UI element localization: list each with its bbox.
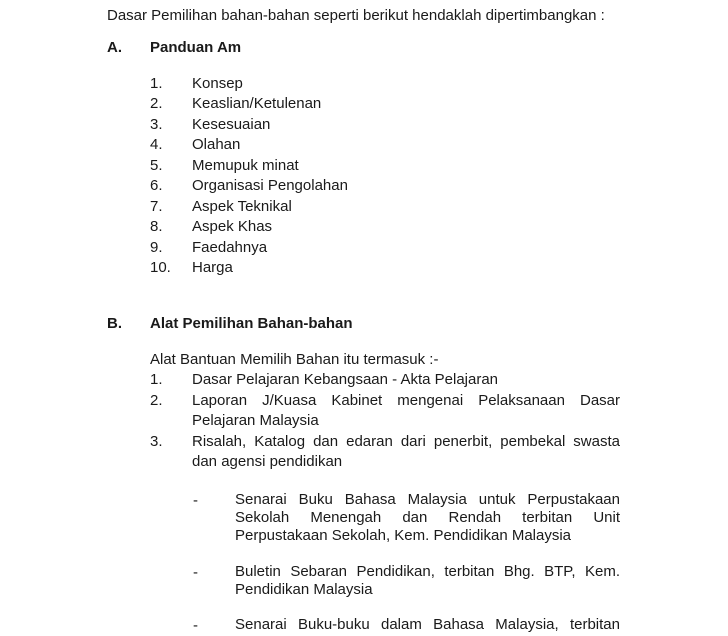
text-line: dan agensi pendidikan: [192, 453, 343, 470]
list-item-text: Aspek Khas: [192, 218, 273, 235]
list-item-text: Konsep: [192, 75, 243, 92]
list-item-number: 4.: [150, 136, 163, 153]
text-line: Risalah, Katalog dan edaran dari penerbit, pembekal swasta: [192, 433, 620, 450]
dash-bullet: -: [193, 617, 198, 634]
list-item-text: Aspek Teknikal: [192, 198, 292, 215]
list-item-number: 8.: [150, 218, 163, 235]
dash-bullet: -: [193, 564, 198, 581]
sub-item-text: [235, 616, 620, 634]
text-line: Laporan J/Kuasa Kabinet mengenai Pelaksanaan Dasar: [192, 392, 620, 409]
list-item-text: Harga: [192, 259, 233, 276]
list-item-text: Dasar Pelajaran Kebangsaan - Akta Pelajaran: [192, 371, 499, 388]
list-item-text: Memupuk minat: [192, 157, 299, 174]
list-item-text: Kesesuaian: [192, 116, 271, 133]
list-item-text: [192, 432, 620, 472]
section-b-heading: Alat Pemilihan Bahan-bahan: [150, 315, 353, 332]
section-b-letter: B.: [107, 315, 122, 332]
text-line: Senarai Buku Bahasa Malaysia untuk Perpustakaan: [235, 491, 620, 508]
text-line: Perpustakaan Sekolah, Kem. Pendidikan Malaysia: [235, 527, 572, 544]
intro-text: Dasar Pemilihan bahan-bahan seperti berikut hendaklah dipertimbangkan :: [107, 7, 605, 24]
section-b-lead: Alat Bantuan Memilih Bahan itu termasuk :-: [150, 351, 439, 368]
section-a-heading: Panduan Am: [150, 39, 242, 56]
list-item-text: Organisasi Pengolahan: [192, 177, 348, 194]
list-item-number: 7.: [150, 198, 163, 215]
dash-bullet: -: [193, 492, 198, 509]
list-item-number: 2.: [150, 95, 163, 112]
section-a-letter: A.: [107, 39, 122, 56]
list-item-number: 3.: [150, 116, 163, 133]
text-line: Buletin Sebaran Pendidikan, terbitan Bhg. BTP, Kem.: [235, 563, 620, 580]
list-item-number: 1.: [150, 75, 163, 92]
text-line: Pelajaran Malaysia: [192, 412, 319, 429]
list-item-text: [192, 391, 620, 431]
list-item-number: 3.: [150, 433, 163, 450]
list-item-number: 6.: [150, 177, 163, 194]
list-item-number: 2.: [150, 392, 163, 409]
list-item-text: Faedahnya: [192, 239, 268, 256]
list-item-number: 10.: [150, 259, 171, 276]
list-item-number: 9.: [150, 239, 163, 256]
sub-item-text: [235, 491, 620, 545]
list-item-text: Keaslian/Ketulenan: [192, 95, 322, 112]
text-line: Sekolah Menengah dan Rendah terbitan Unit: [235, 509, 620, 526]
text-line: Pendidikan Malaysia: [235, 581, 373, 598]
text-line: Senarai Buku-buku dalam Bahasa Malaysia, terbitan: [235, 616, 620, 633]
list-item-number: 1.: [150, 371, 163, 388]
list-item-text: Olahan: [192, 136, 241, 153]
sub-item-text: [235, 563, 620, 599]
list-item-number: 5.: [150, 157, 163, 174]
